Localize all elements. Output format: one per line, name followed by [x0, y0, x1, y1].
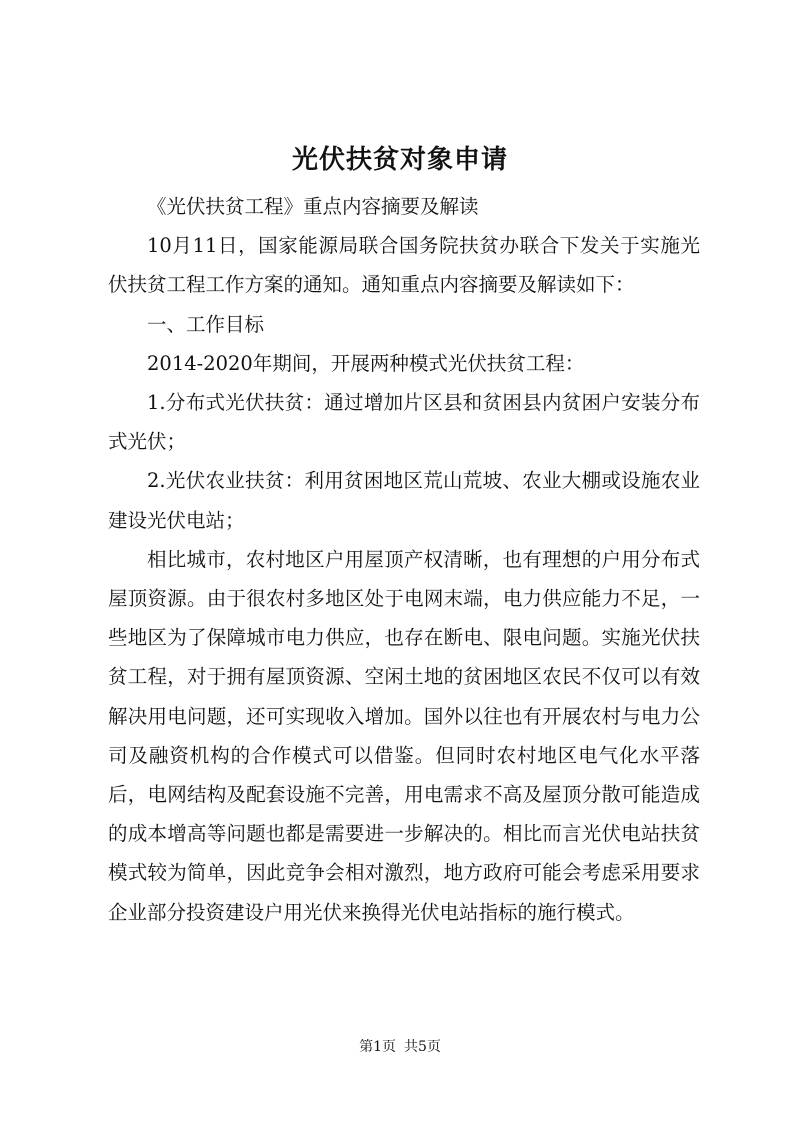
paragraph-intro: 10月11日，国家能源局联合国务院扶贫办联合下发关于实施光伏扶贫工程工作方案的通知。通知重点内容摘要及解读如下： — [108, 234, 700, 297]
document-title: 光伏扶贫对象申请 — [291, 145, 508, 175]
paragraph-analysis: 相比城市，农村地区户用屋顶产权清晰，也有理想的户用分布式屋顶资源。由于很农村多地区处于电网末端，电力供应能力不足，一些地区为了保障城市电力供应，也存在断电、限电问题。实施光伏扶贫工程，对于拥有屋顶资源、空闲土地的贫困地区农民不仅可以有效解决用电问题，还可实现收入增加。国外以往也有开展农村与电力公司及融资机构的合作模式可以借鉴。但同时农村地区电气化水平落后，电网结构及配套设施不完善，用电需求不高及屋顶分散可能造成的成本增高等问题也都是需要进一步解决的。相比而言光伏电站扶贫模式较为简单，因此竞争会相对激烈，地方政府可能会考虑采用要求企业部分投资建设户用光伏来换得光伏电站指标的施行模式。 — [108, 547, 700, 924]
paragraph-mode-2: 2.光伏农业扶贫：利用贫困地区荒山荒坡、农业大棚或设施农业建设光伏电站； — [108, 469, 700, 532]
document-body — [108, 187, 700, 932]
paragraph-period: 2014-2020年期间，开展两种模式光伏扶贫工程： — [147, 351, 585, 375]
page-number: 第1页 — [359, 1039, 396, 1055]
section-heading-goals: 一、工作目标 — [147, 312, 265, 336]
paragraph-subtitle: 《光伏扶贫工程》重点内容摘要及解读 — [147, 195, 479, 218]
paragraph-mode-1: 1.分布式光伏扶贫：通过增加片区县和贫困县内贫困户安装分布式光伏； — [108, 391, 700, 454]
page-total: 共5页 — [404, 1039, 441, 1055]
page-footer — [0, 1037, 800, 1057]
